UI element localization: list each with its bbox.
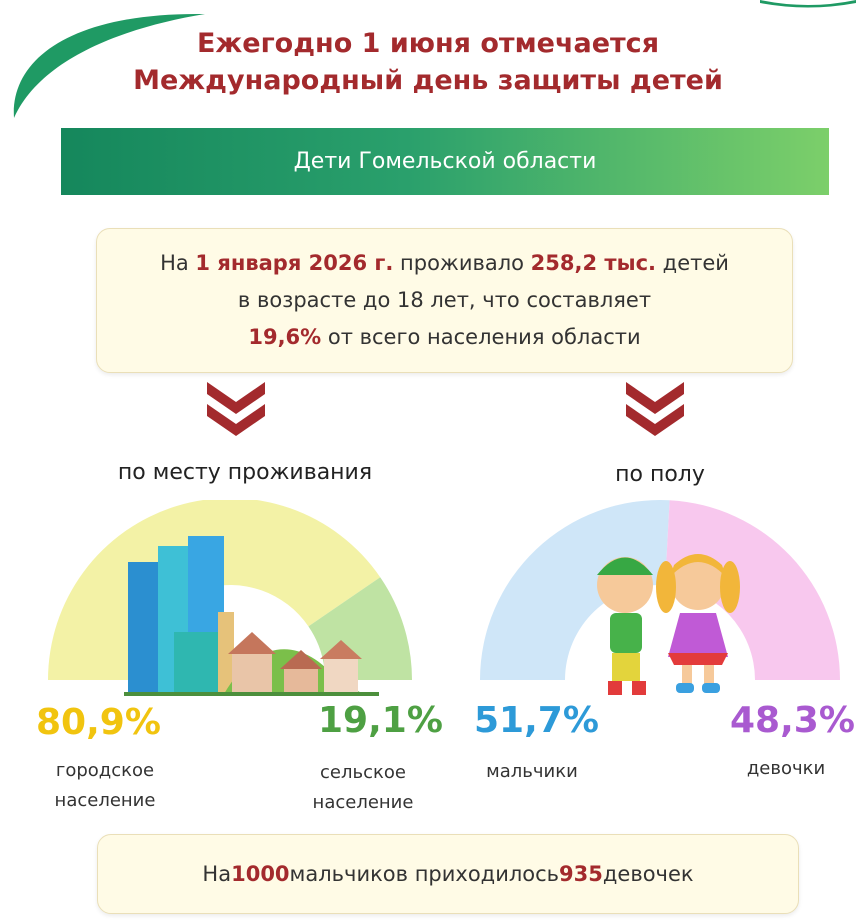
urban-category-label bbox=[30, 756, 180, 816]
boys-category-label: мальчики bbox=[486, 761, 578, 782]
ratio-text: мальчиков приходилось bbox=[289, 862, 560, 886]
summary-line-1 bbox=[97, 245, 792, 282]
title-line-2: Международный день защиты детей bbox=[133, 65, 723, 96]
ratio-card bbox=[97, 834, 799, 914]
summary-share: 19,6% bbox=[248, 325, 322, 349]
ratio-text: девочек bbox=[602, 862, 694, 886]
double-chevron-down-icon bbox=[622, 380, 688, 440]
girls-percent-label: 48,3% bbox=[730, 700, 855, 741]
urban-label-line: городское bbox=[55, 760, 155, 781]
rural-percent-label: 19,1% bbox=[318, 700, 443, 741]
ratio-girls-count: 935 bbox=[559, 862, 603, 886]
summary-count: 258,2 тыс. bbox=[530, 251, 656, 275]
urban-percent-label: 80,9% bbox=[36, 702, 161, 743]
section-residence-label: по месту проживания bbox=[117, 460, 373, 485]
summary-text: от всего населения области bbox=[321, 325, 641, 349]
boys-percent-label: 51,7% bbox=[474, 700, 599, 741]
summary-date: 1 января 2026 г. bbox=[195, 251, 394, 275]
urban-label-line: население bbox=[54, 790, 156, 811]
summary-line-3 bbox=[97, 319, 792, 356]
children-illustration bbox=[570, 535, 770, 705]
ratio-text: На bbox=[202, 862, 232, 886]
section-banner: Дети Гомельской области bbox=[61, 128, 829, 195]
summary-text: проживало bbox=[393, 251, 531, 275]
summary-text: На bbox=[160, 251, 196, 275]
title-line-1: Ежегодно 1 июня отмечается bbox=[196, 28, 660, 59]
summary-text: детей bbox=[656, 251, 729, 275]
double-chevron-down-icon bbox=[203, 380, 269, 440]
corner-arc-decoration bbox=[760, 0, 856, 10]
section-gender-label: по полу bbox=[615, 462, 705, 487]
rural-label-line: население bbox=[312, 792, 414, 813]
rural-label-line: сельское bbox=[320, 762, 406, 783]
summary-line-2: в возрасте до 18 лет, что составляет bbox=[237, 288, 652, 312]
ratio-boys-count: 1000 bbox=[231, 862, 290, 886]
rural-category-label bbox=[288, 758, 438, 818]
girls-category-label: девочки bbox=[746, 758, 826, 779]
summary-card bbox=[96, 228, 793, 373]
city-buildings-illustration bbox=[124, 532, 379, 697]
